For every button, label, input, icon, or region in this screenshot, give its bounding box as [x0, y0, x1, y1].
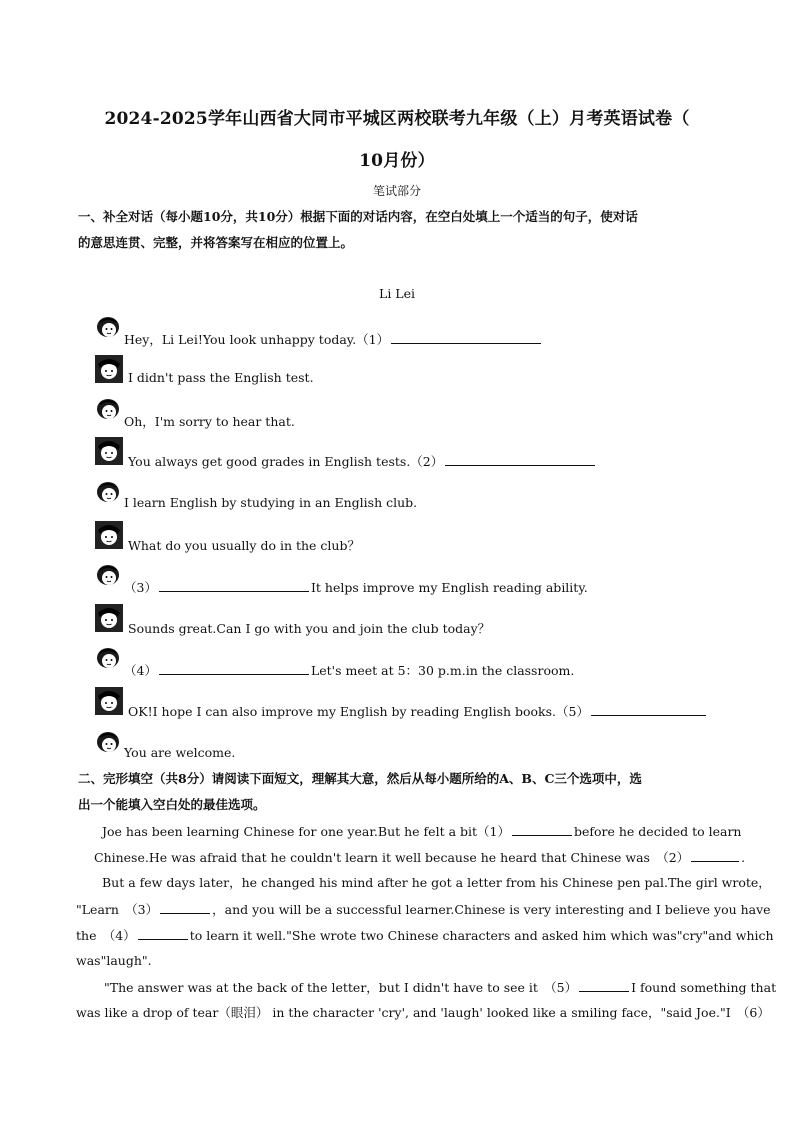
passage-line-6: was"laugh". [76, 953, 152, 968]
cloze-blank-5[interactable] [579, 979, 629, 992]
passage-line-1: Joe has been learning Chinese for one year.But he felt a bit（1） before he decided to learn [102, 824, 742, 839]
dialogue-line-4: You always get good grades in English tests.（2） [94, 436, 734, 470]
boy-avatar-icon [94, 686, 124, 716]
boy-avatar-icon [94, 603, 124, 633]
dialogue-line-3: Oh，I'm sorry to hear that. [94, 396, 734, 430]
dialogue-line-1: Hey，Li Lei!You look unhappy today.（1） [94, 314, 734, 348]
answer-blank-1[interactable] [391, 331, 541, 344]
boy-avatar-icon [94, 354, 124, 384]
girl-avatar-icon [94, 314, 124, 344]
answer-blank-5[interactable] [591, 703, 706, 716]
dialogue-line-11: You are welcome. [94, 729, 734, 763]
boy-avatar-icon [94, 436, 124, 466]
girl-avatar-icon [94, 396, 124, 426]
girl-avatar-icon [94, 729, 124, 759]
dialogue-line-10: OK!I hope I can also improve my English by reading English books.（5） [94, 686, 734, 720]
dialogue-line-5: I learn English by studying in an English club. [94, 479, 734, 513]
section2-heading: 二、完形填空（共8分）请阅读下面短文，理解其大意，然后从每小题所给的A、B、C三个选项中，选 出一个能填入空白处的最佳选项。 [78, 771, 642, 812]
exam-title-line2: 10月份） [359, 151, 435, 171]
cloze-blank-2[interactable] [691, 849, 739, 862]
passage-line-3: But a few days later，he changed his mind after he got a letter from his Chinese pen pal.The girl wrote， [102, 875, 771, 890]
passage-line-2: Chinese.He was afraid that he couldn't learn it well because he heard that Chinese was （2） . [94, 850, 746, 865]
answer-blank-4[interactable] [159, 662, 309, 675]
speaker-name: Li Lei [379, 286, 415, 301]
boy-avatar-icon [94, 520, 124, 550]
exam-title-line1: 2024-2025学年山西省大同市平城区两校联考九年级（上）月考英语试卷（ [104, 109, 690, 129]
answer-blank-3[interactable] [159, 579, 309, 592]
dialogue-line-8: Sounds great.Can I go with you and join the club today？ [94, 603, 734, 637]
dialogue-line-2: I didn't pass the English test. [94, 354, 734, 388]
passage-line-5: the （4） to learn it well."She wrote two Chinese characters and asked him which was"cry"and which [76, 928, 774, 943]
cloze-blank-3[interactable] [160, 901, 210, 914]
answer-blank-2[interactable] [445, 453, 595, 466]
cloze-blank-1[interactable] [512, 823, 572, 836]
girl-avatar-icon [94, 479, 124, 509]
dialogue-line-7: （3） It helps improve my English reading ability. [94, 562, 734, 596]
dialogue-line-9: （4） Let's meet at 5：30 p.m.in the classroom. [94, 645, 734, 679]
section1-heading: 一、补全对话（每小题10分，共10分）根据下面的对话内容，在空白处填上一个适当的句子，使对话 的意思连贯、完整，并将答案写在相应的位置上。 [78, 209, 638, 250]
cloze-blank-4[interactable] [138, 927, 188, 940]
passage-line-8: was like a drop of tear（眼泪） in the character 'cry', and 'laugh' looked like a smiling face，"said Joe."I （6） [76, 1005, 770, 1020]
passage-line-7: "The answer was at the back of the letter，but I didn't have to see it （5） I found something that [104, 980, 777, 995]
dialogue-line-6: What do you usually do in the club？ [94, 520, 734, 554]
girl-avatar-icon [94, 645, 124, 675]
passage-line-4: "Learn （3） ，and you will be a successful learner.Chinese is very interesting and I believe you have [76, 902, 771, 917]
girl-avatar-icon [94, 562, 124, 592]
exam-subtitle: 笔试部分 [372, 184, 421, 198]
